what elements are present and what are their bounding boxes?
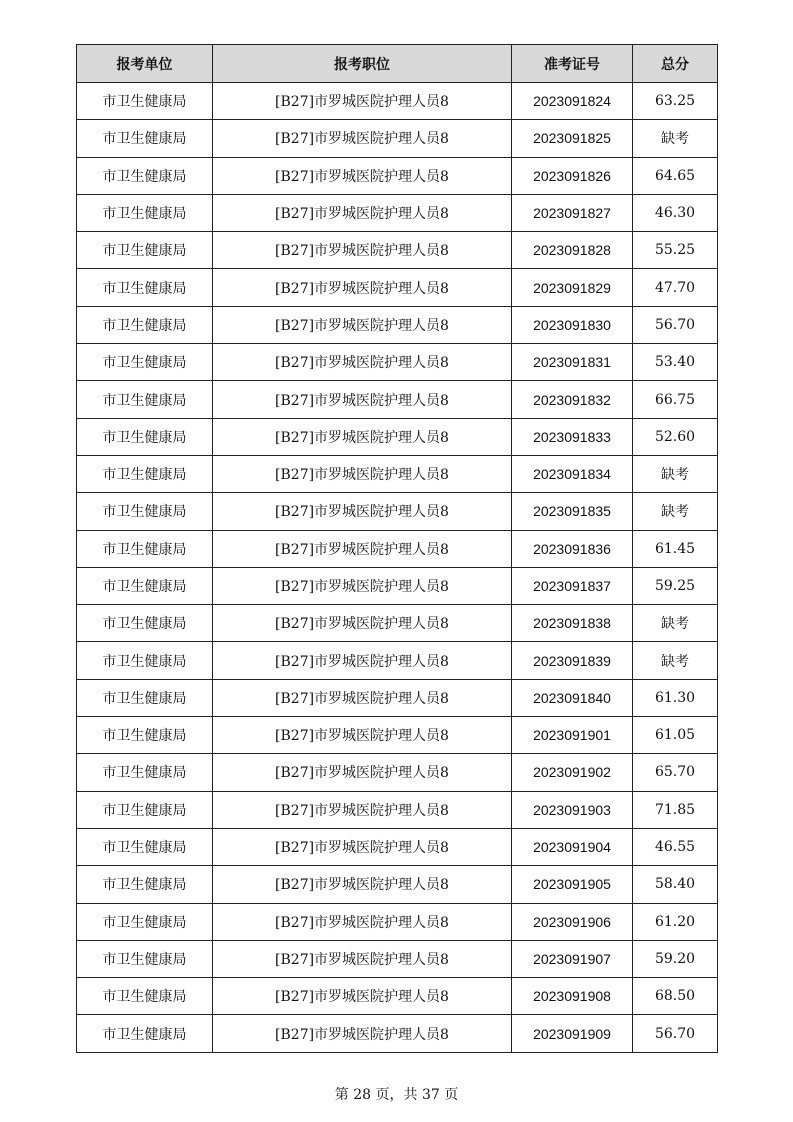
cell-unit: 市卫生健康局 (77, 642, 213, 679)
cell-position: [B27]市罗城医院护理人员8 (213, 605, 512, 642)
cell-unit: 市卫生健康局 (77, 120, 213, 157)
cell-position: [B27]市罗城医院护理人员8 (213, 493, 512, 530)
cell-position: [B27]市罗城医院护理人员8 (213, 754, 512, 791)
cell-total-score: 58.40 (633, 866, 718, 903)
cell-unit: 市卫生健康局 (77, 903, 213, 940)
cell-ticket-number: 2023091827 (512, 194, 633, 231)
cell-ticket-number: 2023091833 (512, 418, 633, 455)
cell-total-score: 61.30 (633, 679, 718, 716)
cell-ticket-number: 2023091907 (512, 940, 633, 977)
cell-unit: 市卫生健康局 (77, 828, 213, 865)
table-row (77, 1015, 718, 1052)
cell-total-score: 63.25 (633, 83, 718, 120)
cell-total-score: 缺考 (633, 120, 718, 157)
cell-position: [B27]市罗城医院护理人员8 (213, 940, 512, 977)
table-row (77, 866, 718, 903)
table-row (77, 418, 718, 455)
cell-position: [B27]市罗城医院护理人员8 (213, 120, 512, 157)
cell-unit: 市卫生健康局 (77, 866, 213, 903)
cell-total-score: 缺考 (633, 642, 718, 679)
cell-total-score: 缺考 (633, 493, 718, 530)
cell-position: [B27]市罗城医院护理人员8 (213, 903, 512, 940)
cell-ticket-number: 2023091838 (512, 605, 633, 642)
table-row (77, 642, 718, 679)
cell-ticket-number: 2023091824 (512, 83, 633, 120)
table-row (77, 269, 718, 306)
table-row (77, 381, 718, 418)
cell-position: [B27]市罗城医院护理人员8 (213, 381, 512, 418)
cell-position: [B27]市罗城医院护理人员8 (213, 1015, 512, 1052)
cell-position: [B27]市罗城医院护理人员8 (213, 567, 512, 604)
cell-unit: 市卫生健康局 (77, 194, 213, 231)
cell-unit: 市卫生健康局 (77, 978, 213, 1015)
cell-ticket-number: 2023091825 (512, 120, 633, 157)
table-row (77, 344, 718, 381)
cell-ticket-number: 2023091828 (512, 232, 633, 269)
cell-ticket-number: 2023091901 (512, 717, 633, 754)
table-row (77, 940, 718, 977)
cell-unit: 市卫生健康局 (77, 306, 213, 343)
score-table (76, 44, 718, 1053)
cell-position: [B27]市罗城医院护理人员8 (213, 530, 512, 567)
cell-position: [B27]市罗城医院护理人员8 (213, 866, 512, 903)
table-row (77, 978, 718, 1015)
cell-total-score: 59.25 (633, 567, 718, 604)
cell-total-score: 59.20 (633, 940, 718, 977)
cell-total-score: 64.65 (633, 157, 718, 194)
cell-ticket-number: 2023091908 (512, 978, 633, 1015)
table-row (77, 679, 718, 716)
cell-position: [B27]市罗城医院护理人员8 (213, 679, 512, 716)
cell-total-score: 61.20 (633, 903, 718, 940)
cell-position: [B27]市罗城医院护理人员8 (213, 83, 512, 120)
cell-total-score: 缺考 (633, 605, 718, 642)
cell-total-score: 46.30 (633, 194, 718, 231)
table-row (77, 717, 718, 754)
cell-total-score: 47.70 (633, 269, 718, 306)
cell-total-score: 52.60 (633, 418, 718, 455)
cell-ticket-number: 2023091826 (512, 157, 633, 194)
cell-ticket-number: 2023091909 (512, 1015, 633, 1052)
cell-total-score: 66.75 (633, 381, 718, 418)
table-row (77, 83, 718, 120)
cell-unit: 市卫生健康局 (77, 530, 213, 567)
table-row (77, 530, 718, 567)
cell-ticket-number: 2023091906 (512, 903, 633, 940)
table-row (77, 493, 718, 530)
cell-total-score: 46.55 (633, 828, 718, 865)
table-row (77, 157, 718, 194)
cell-total-score: 55.25 (633, 232, 718, 269)
cell-unit: 市卫生健康局 (77, 157, 213, 194)
cell-ticket-number: 2023091837 (512, 567, 633, 604)
cell-total-score: 缺考 (633, 455, 718, 492)
cell-unit: 市卫生健康局 (77, 567, 213, 604)
cell-position: [B27]市罗城医院护理人员8 (213, 978, 512, 1015)
cell-unit: 市卫生健康局 (77, 232, 213, 269)
cell-unit: 市卫生健康局 (77, 679, 213, 716)
cell-ticket-number: 2023091904 (512, 828, 633, 865)
cell-ticket-number: 2023091836 (512, 530, 633, 567)
table-row (77, 306, 718, 343)
table-row (77, 232, 718, 269)
cell-position: [B27]市罗城医院护理人员8 (213, 642, 512, 679)
cell-unit: 市卫生健康局 (77, 455, 213, 492)
cell-total-score: 56.70 (633, 1015, 718, 1052)
header-unit: 报考单位 (77, 45, 213, 83)
cell-unit: 市卫生健康局 (77, 418, 213, 455)
cell-ticket-number: 2023091840 (512, 679, 633, 716)
cell-ticket-number: 2023091905 (512, 866, 633, 903)
cell-total-score: 65.70 (633, 754, 718, 791)
cell-total-score: 71.85 (633, 791, 718, 828)
table-row (77, 903, 718, 940)
cell-unit: 市卫生健康局 (77, 717, 213, 754)
cell-position: [B27]市罗城医院护理人员8 (213, 717, 512, 754)
header-ticket-number: 准考证号 (512, 45, 633, 83)
cell-ticket-number: 2023091829 (512, 269, 633, 306)
cell-unit: 市卫生健康局 (77, 1015, 213, 1052)
table-row (77, 828, 718, 865)
page-number: 第 28 页，共 37 页 (334, 1087, 459, 1103)
table-row (77, 194, 718, 231)
cell-position: [B27]市罗城医院护理人员8 (213, 232, 512, 269)
cell-ticket-number: 2023091903 (512, 791, 633, 828)
cell-position: [B27]市罗城医院护理人员8 (213, 455, 512, 492)
header-row (77, 45, 718, 83)
cell-unit: 市卫生健康局 (77, 605, 213, 642)
cell-position: [B27]市罗城医院护理人员8 (213, 306, 512, 343)
cell-position: [B27]市罗城医院护理人员8 (213, 828, 512, 865)
cell-total-score: 61.05 (633, 717, 718, 754)
cell-position: [B27]市罗城医院护理人员8 (213, 157, 512, 194)
cell-ticket-number: 2023091831 (512, 344, 633, 381)
cell-unit: 市卫生健康局 (77, 381, 213, 418)
cell-unit: 市卫生健康局 (77, 940, 213, 977)
cell-ticket-number: 2023091834 (512, 455, 633, 492)
cell-ticket-number: 2023091839 (512, 642, 633, 679)
cell-unit: 市卫生健康局 (77, 83, 213, 120)
cell-total-score: 61.45 (633, 530, 718, 567)
table-row (77, 791, 718, 828)
cell-ticket-number: 2023091902 (512, 754, 633, 791)
cell-position: [B27]市罗城医院护理人员8 (213, 344, 512, 381)
cell-ticket-number: 2023091835 (512, 493, 633, 530)
table-row (77, 455, 718, 492)
cell-unit: 市卫生健康局 (77, 344, 213, 381)
table-row (77, 754, 718, 791)
cell-position: [B27]市罗城医院护理人员8 (213, 194, 512, 231)
table-row (77, 605, 718, 642)
cell-unit: 市卫生健康局 (77, 791, 213, 828)
cell-position: [B27]市罗城医院护理人员8 (213, 418, 512, 455)
cell-unit: 市卫生健康局 (77, 269, 213, 306)
cell-total-score: 68.50 (633, 978, 718, 1015)
table-header (77, 45, 718, 83)
cell-total-score: 56.70 (633, 306, 718, 343)
table-row (77, 567, 718, 604)
cell-total-score: 53.40 (633, 344, 718, 381)
table-row (77, 120, 718, 157)
cell-position: [B27]市罗城医院护理人员8 (213, 791, 512, 828)
cell-position: [B27]市罗城医院护理人员8 (213, 269, 512, 306)
cell-ticket-number: 2023091832 (512, 381, 633, 418)
table-body (77, 83, 718, 1053)
header-position: 报考职位 (213, 45, 512, 83)
cell-unit: 市卫生健康局 (77, 493, 213, 530)
header-total-score: 总分 (633, 45, 718, 83)
cell-unit: 市卫生健康局 (77, 754, 213, 791)
cell-ticket-number: 2023091830 (512, 306, 633, 343)
